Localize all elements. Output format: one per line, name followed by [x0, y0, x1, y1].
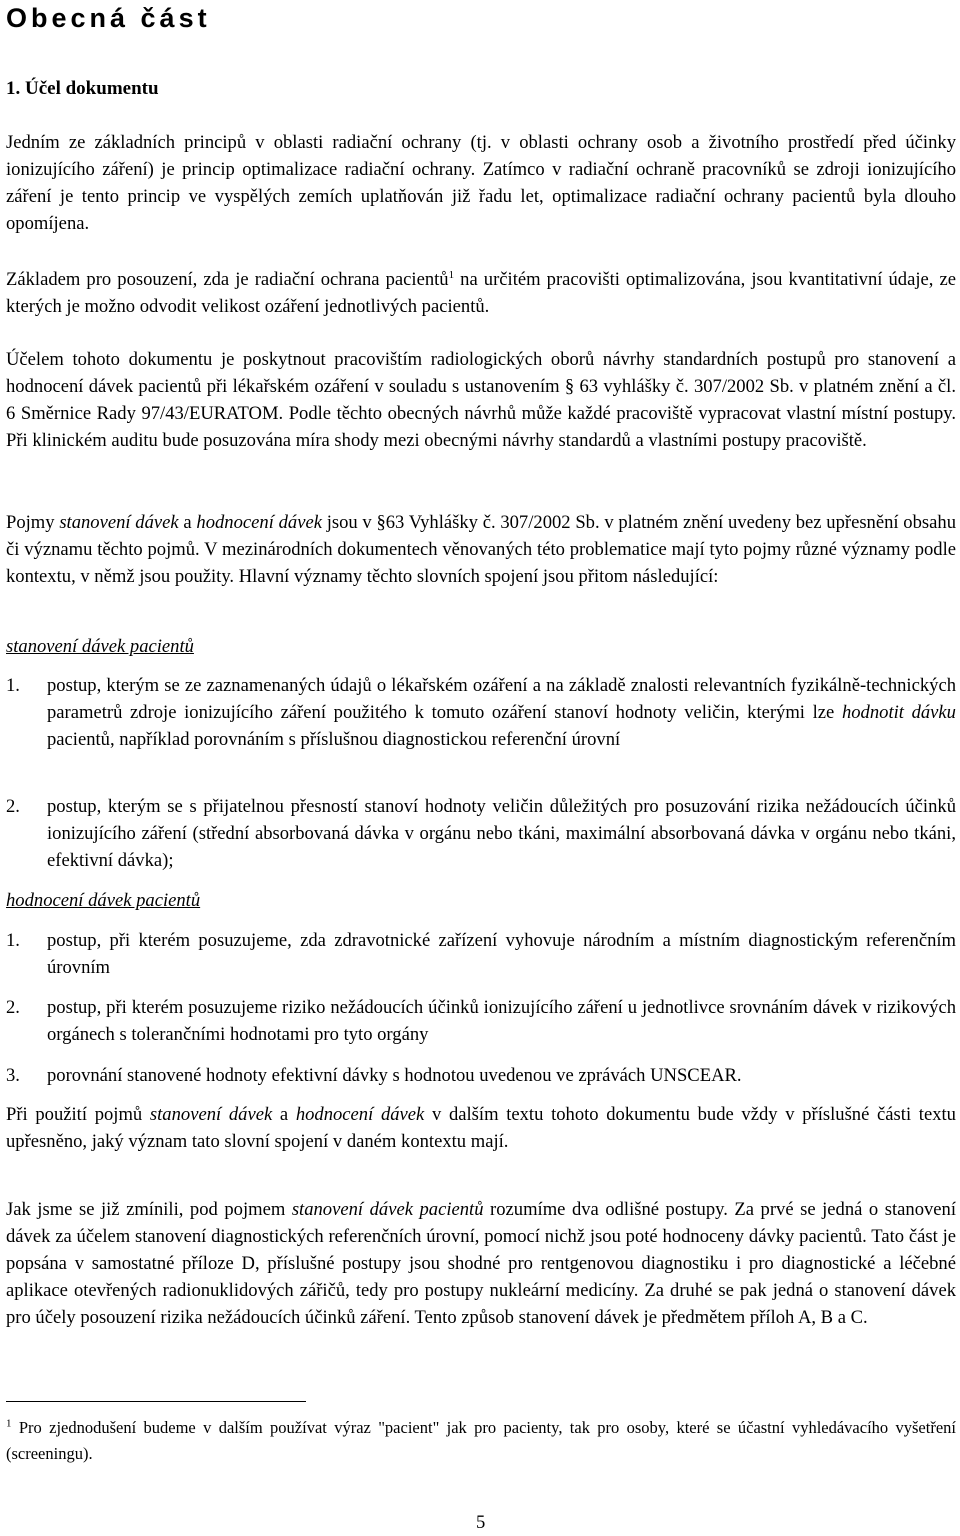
term-dose-determination: stanovení dávek: [149, 1104, 273, 1125]
paragraph-procedures-part2: rozumíme dva odlišné postupy. Za prvé se jedná o stanovení dávek za účelem stanovení diagnostických referenčních úrovní, pomocí nichž jsou poté hodnoceny dávky pacientů. Tato část je popsána v samostatné příloze D, příslušné postupy jsou shodné pro rentgenovou diagnostiku i pro diagnostické a léčebné aplikace otevřených radionuklidových zářičů, tedy pro postupy nukleární medicíny. Za druhé se pak jedná o stanovení dávek pro účely posouzení rizika nežádoucích účinků záření. Tento způsob stanovení dávek je předmětem příloh A, B a C.: [6, 1199, 957, 1328]
term-dose-determination: stanovení dávek: [59, 512, 179, 533]
paragraph-usage-part1: Při použití pojmů: [6, 1104, 150, 1125]
term-dose-evaluation: hodnocení dávek: [295, 1104, 425, 1125]
section-heading: 1. Účel dokumentu: [6, 78, 159, 99]
list-item-text: postup, při kterém posuzujeme riziko nežádoucích účinků ionizujícího záření u jednotlivce srovnáním dávek v rizikových orgánech s tolerančními hodnotami pro tyto orgány: [47, 997, 956, 1045]
paragraph-basis-part2: na určitém pracovišti optimalizována, jsou kvantitativní údaje, ze kterých je možno odvodit velikost ozáření jednotlivých pacientů.: [6, 269, 956, 317]
paragraph-terms: [6, 509, 956, 590]
footnote-ref: 1: [448, 268, 455, 281]
paragraph-terms-part2: a: [178, 512, 197, 533]
list-item-text: porovnání stanovené hodnoty efektivní dávky s hodnotou uvedenou ve zprávách UNSCEAR.: [47, 1065, 742, 1086]
document-page: [6, 0, 956, 1536]
list-item: [6, 927, 956, 981]
list-item-number: 2.: [6, 997, 20, 1018]
list-item-number: 1.: [6, 675, 20, 696]
footnote: [6, 1415, 956, 1467]
paragraph-procedures: [6, 1196, 956, 1331]
term-dose-evaluation: hodnocení dávek: [196, 512, 322, 533]
paragraph-usage: [6, 1101, 956, 1155]
page-title: Obecná část: [6, 3, 211, 33]
footnote-divider: [6, 1401, 306, 1402]
paragraph-intro: Jedním ze základních principů v oblasti radiační ochrany (tj. v oblasti ochrany osob a životního prostředí před účinky ionizujícího záření) je princip optimalizace radiační ochrany. Zatímco v radiační ochraně pracovníků se zdroji ionizujícího záření je tento princip ve vyspělých zemích uplatňován již řadu let, optimalizace radiační ochrany pacientů byla dlouho opomíjena.: [6, 132, 956, 234]
list-item-number: 3.: [6, 1065, 20, 1086]
paragraph-usage-part2: a: [272, 1104, 296, 1125]
paragraph-usage-part3: v dalším textu tohoto dokumentu bude vždy v příslušné části textu upřesněno, jaký význam tato slovní spojení v daném kontextu mají.: [6, 1104, 956, 1152]
list-item-number: 2.: [6, 796, 20, 817]
list-item-text: [47, 672, 956, 753]
paragraph-purpose: Účelem tohoto dokumentu je poskytnout pracovištím radiologických oborů návrhy standardních postupů pro stanovení a hodnocení dávek pacientů při lékařském ozáření v souladu s ustanovením § 63 vyhlášky č. 307/2002 Sb. v platném znění a čl. 6 Směrnice Rady 97/43/EURATOM. Podle těchto obecných návrhů může každé pracoviště vypracovat vlastní místní postupy. Při klinickém auditu bude posuzována míra shody mezi obecnými návrhy standardů a vlastními postupy pracoviště.: [6, 349, 956, 451]
list-item: [6, 1062, 956, 1089]
paragraph-procedures-part1: Jak jsme se již zmínili, pod pojmem: [6, 1199, 292, 1220]
list-item-emphasis: hodnotit dávku: [841, 702, 956, 723]
page-number: 5: [476, 1512, 486, 1533]
list-item: [6, 672, 956, 753]
paragraph-basis-part1: Základem pro posouzení, zda je radiační ochrana pacientů: [6, 269, 449, 290]
list-item-text-part2: pacientů, například porovnáním s příslušnou diagnostickou referenční úrovní: [47, 729, 621, 750]
term-heading-determination: stanovení dávek pacientů: [6, 636, 194, 657]
list-item-text-part1: postup, kterým se ze zaznamenaných údajů o lékařském ozáření a na základě znalosti relevantních fyzikálně-technických parametrů zdroje ionizujícího záření použitého k tomuto ozáření stanoví hodnoty veličin, kterými lze: [47, 675, 956, 723]
paragraph-basis: [6, 266, 956, 320]
footnote-mark: 1: [6, 1417, 12, 1430]
list-item: [6, 793, 956, 874]
term-heading-evaluation: hodnocení dávek pacientů: [6, 890, 201, 911]
term-patient-dose-determination: stanovení dávek pacientů: [291, 1199, 484, 1220]
paragraph-terms-part1: Pojmy: [6, 512, 60, 533]
list-item: [6, 994, 956, 1048]
list-item-text: postup, při kterém posuzujeme, zda zdravotnické zařízení vyhovuje národním a místním diagnostickým referenčním úrovním: [47, 930, 956, 978]
list-item-number: 1.: [6, 930, 20, 951]
paragraph-terms-part3: jsou v §63 Vyhlášky č. 307/2002 Sb. v platném znění uvedeny bez upřesnění obsahu či významu těchto pojmů. V mezinárodních dokumentech věnovaných této problematice mají tyto pojmy různé významy podle kontextu, v němž jsou použity. Hlavní významy těchto slovních spojení jsou přitom následující:: [6, 512, 956, 587]
list-item-text: postup, kterým se s přijatelnou přesností stanoví hodnoty veličin důležitých pro posuzování rizika nežádoucích účinků ionizujícího záření (střední absorbovaná dávka v orgánu nebo tkáni, maximální absorbovaná dávka v orgánu nebo tkáni, efektivní dávka);: [47, 796, 956, 871]
footnote-text: Pro zjednodušení budeme v dalším používat výraz "pacient" jak pro pacienty, tak pro osoby, které se účastní vyhledávacího vyšetření (screeningu).: [6, 1418, 956, 1463]
